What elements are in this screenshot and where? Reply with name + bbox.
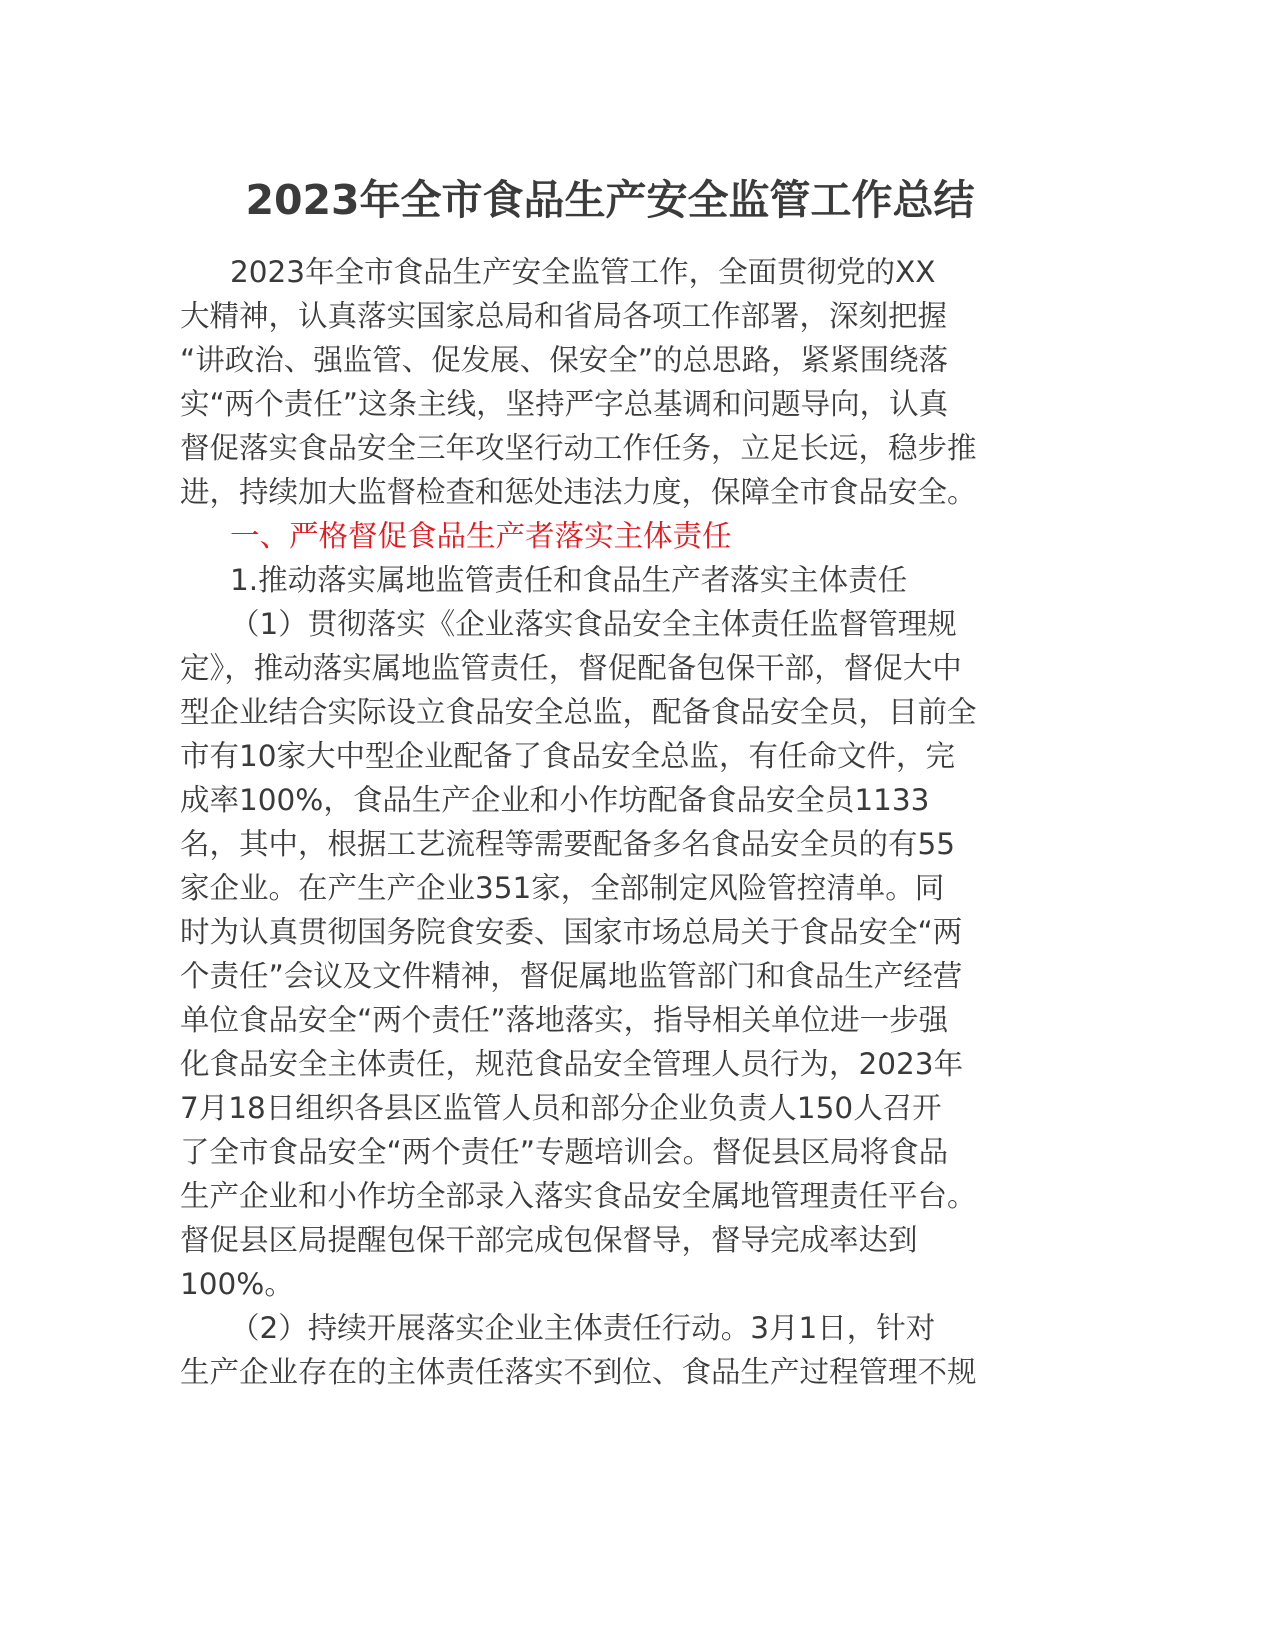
paragraph-line: 个责任”会议及文件精神，督促属地监管部门和食品生产经营 (180, 959, 963, 993)
document-title: 2023年全市食品生产安全监管工作总结 (245, 176, 975, 224)
paragraph-line: 了全市食品安全“两个责任”专题培训会。督促县区局将食品 (180, 1135, 949, 1169)
paragraph-line: 2023年全市食品生产安全监管工作，全面贯彻党的XX (230, 255, 936, 289)
paragraph-line: 时为认真贯彻国务院食安委、国家市场总局关于食品安全“两 (180, 915, 963, 949)
paragraph-line: 名，其中，根据工艺流程等需要配备多名食品安全员的有55 (180, 827, 956, 861)
section-heading: 一、严格督促食品生产者落实主体责任 (230, 519, 732, 553)
paragraph-line: 督促落实食品安全三年攻坚行动工作任务，立足长远，稳步推 (180, 431, 977, 465)
paragraph-line: 7月18日组织各县区监管人员和部分企业负责人150人召开 (180, 1091, 942, 1125)
paragraph-line: 化食品安全主体责任，规范食品安全管理人员行为，2023年 (180, 1047, 964, 1081)
subsection-heading: 1.推动落实属地监管责任和食品生产者落实主体责任 (230, 563, 908, 597)
paragraph-line: 家企业。在产生产企业351家，全部制定风险管控清单。同 (180, 871, 945, 905)
paragraph-line: 生产企业和小作坊全部录入落实食品安全属地管理责任平台。 (180, 1179, 977, 1213)
paragraph-line: （1）贯彻落实《企业落实食品安全主体责任监督管理规 (230, 607, 957, 641)
document-body (180, 250, 1060, 1394)
paragraph-line: 定》，推动落实属地监管责任，督促配备包保干部，督促大中 (180, 651, 962, 685)
paragraph-line: “讲政治、强监管、促发展、保安全”的总思路，紧紧围绕落 (180, 343, 949, 377)
paragraph-line: 市有10家大中型企业配备了食品安全总监，有任命文件，完 (180, 739, 956, 773)
paragraph-line: （2）持续开展落实企业主体责任行动。3月1日，针对 (230, 1311, 936, 1345)
paragraph-line: 进，持续加大监督检查和惩处违法力度，保障全市食品安全。 (180, 475, 977, 509)
paragraph-line: 成率100%，食品生产企业和小作坊配备食品安全员1133 (180, 783, 930, 817)
paragraph-line: 大精神，认真落实国家总局和省局各项工作部署，深刻把握 (180, 299, 948, 333)
paragraph-line: 型企业结合实际设立食品安全总监，配备食品安全员，目前全 (180, 695, 977, 729)
paragraph-line: 100%。 (180, 1267, 294, 1301)
paragraph-line: 实“两个责任”这条主线，坚持严字总基调和问题导向，认真 (180, 387, 949, 421)
paragraph-line: 生产企业存在的主体责任落实不到位、食品生产过程管理不规 (180, 1355, 977, 1389)
paragraph-line: 单位食品安全“两个责任”落地落实，指导相关单位进一步强 (180, 1003, 949, 1037)
paragraph-line: 督促县区局提醒包保干部完成包保督导，督导完成率达到 (180, 1223, 918, 1257)
